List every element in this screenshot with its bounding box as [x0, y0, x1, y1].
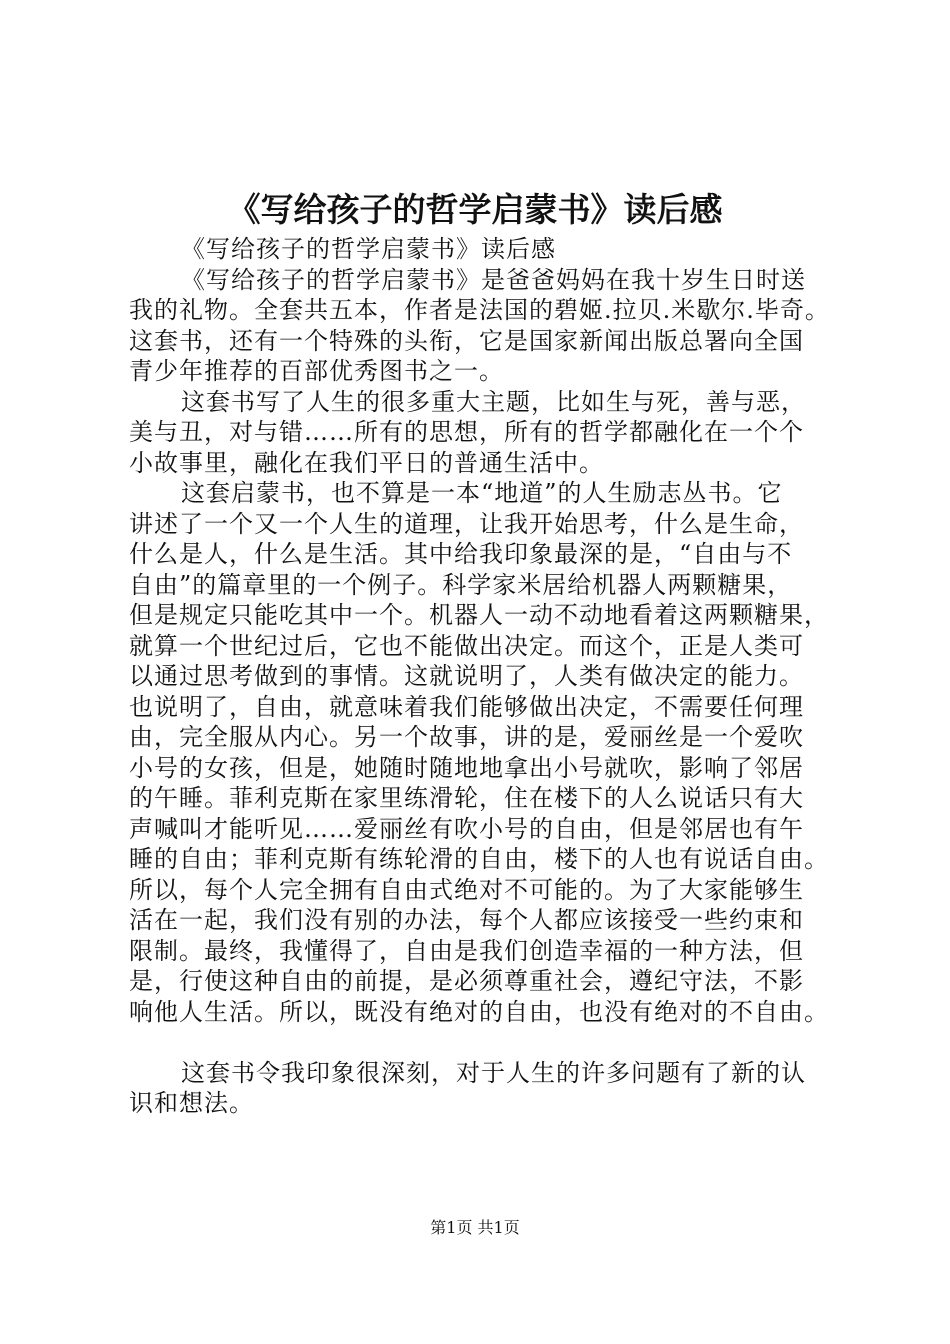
paragraph-3-line-11: 的午睡。菲利克斯在家里练滑轮，住在楼下的人么说话只有大 [129, 784, 804, 812]
paragraph-3-line-2: 讲述了一个又一个人生的道理，让我开始思考，什么是生命， [129, 509, 804, 538]
paragraph-3-line-8: 也说明了，自由，就意味着我们能够做出决定，不需要任何理 [129, 692, 804, 721]
paragraph-1-line-2: 我的礼物。全套共五本，作者是法国的碧姬.拉贝.米歇尔.毕奇。 [129, 296, 830, 324]
paragraph-2-line-1: 这套书写了人生的很多重大主题，比如生与死，善与恶， [181, 387, 806, 416]
paragraph-3-line-3: 什么是人，什么是生活。其中给我印象最深的是，“自由与不 [129, 540, 793, 568]
paragraph-1-line-1: 《写给孩子的哲学启蒙书》是爸爸妈妈在我十岁生日时送 [181, 265, 806, 294]
paragraph-2-line-2: 美与丑，对与错……所有的思想，所有的哲学都融化在一个个 [129, 418, 804, 446]
paragraph-1-line-4: 青少年推荐的百部优秀图书之一。 [129, 357, 504, 385]
paragraph-1-line-3: 这套书，还有一个特殊的头衔，它是国家新闻出版总署向全国 [129, 326, 804, 355]
paragraph-3-line-13: 睡的自由；菲利克斯有练轮滑的自由，楼下的人也有说话自由。 [129, 845, 829, 873]
document-body [129, 234, 859, 1119]
paragraph-3-line-10: 小号的女孩，但是，她随时随地地拿出小号就吹，影响了邻居 [129, 753, 804, 782]
paragraph-4-line-1: 这套书令我印象很深刻，对于人生的许多问题有了新的认 [181, 1058, 806, 1087]
paragraph-3-line-4: 自由”的篇章里的一个例子。科学家米居给机器人两颗糖果， [129, 570, 793, 599]
paragraph-4-line-2: 识和想法。 [129, 1089, 254, 1117]
paragraph-spacer [129, 1027, 859, 1058]
paragraph-3-line-9: 由，完全服从内心。另一个故事，讲的是，爱丽丝是一个爱吹 [129, 723, 804, 751]
paragraph-3-line-7: 以通过思考做到的事情。这就说明了，人类有做决定的能力。 [129, 662, 804, 690]
paragraph-3-line-14: 所以，每个人完全拥有自由式绝对不可能的。为了大家能够生 [129, 875, 804, 904]
paragraph-3-line-15: 活在一起，我们没有别的办法，每个人都应该接受一些约束和 [129, 906, 804, 934]
paragraph-3-line-1: 这套启蒙书，也不算是一本“地道”的人生励志丛书。它 [181, 479, 783, 507]
paragraph-3-line-17: 是，行使这种自由的前提，是必须尊重社会，遵纪守法，不影 [129, 967, 804, 995]
page-footer: 第1页 共1页 [430, 1218, 520, 1237]
document-title: 《写给孩子的哲学启蒙书》读后感 [227, 190, 723, 229]
paragraph-2-line-3: 小故事里，融化在我们平日的普通生活中。 [129, 448, 604, 477]
paragraph-3-line-5: 但是规定只能吃其中一个。机器人一动不动地看着这两颗糖果， [129, 601, 829, 629]
paragraph-3-line-12: 声喊叫才能听见……爱丽丝有吹小号的自由，但是邻居也有午 [129, 814, 804, 843]
paragraph-3-line-6: 就算一个世纪过后，它也不能做出决定。而这个，正是人类可 [129, 631, 804, 660]
subtitle-line: 《写给孩子的哲学启蒙书》读后感 [181, 235, 556, 263]
paragraph-3-line-16: 限制。最终，我懂得了，自由是我们创造幸福的一种方法，但 [129, 936, 804, 965]
paragraph-3-line-18: 响他人生活。所以，既没有绝对的自由，也没有绝对的不自由。 [129, 997, 829, 1026]
